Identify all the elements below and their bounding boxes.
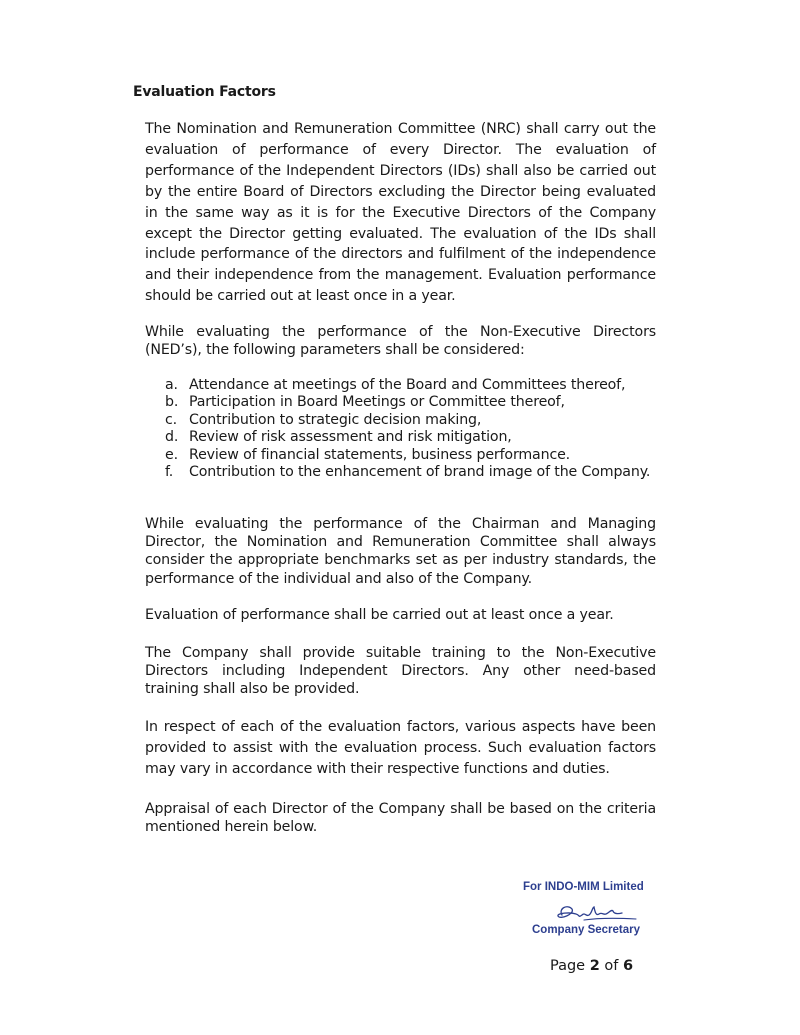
page-total: 6 xyxy=(623,958,634,974)
list-marker: e. xyxy=(165,446,178,463)
list-item-text: Review of risk assessment and risk mitigation, xyxy=(189,429,512,446)
list-item-text: Attendance at meetings of the Board and Committees thereof, xyxy=(189,377,626,393)
list-item xyxy=(165,394,656,411)
list-item xyxy=(165,412,656,429)
paragraph-nrc-evaluation: The Nomination and Remuneration Committee (NRC) shall carry out the evaluation of performance of every Director. The evaluation of performance of the Independent Directors (IDs) shall also be carried out by the entire Board of Directors excluding the Director being evaluated in the same way as it is for the Executive Directors of the Company except the Director getting evaluated. The evaluation of the IDs shall include performance of the directors and fulfilment of the independence and their independence from the management. Evaluation performance should be carried out at least once in a year. xyxy=(145,121,656,305)
signature-icon xyxy=(548,898,640,926)
list-item-text: Participation in Board Meetings or Committee thereof, xyxy=(189,394,565,411)
page-current: 2 xyxy=(589,958,600,974)
list-marker: f. xyxy=(165,464,174,481)
page-prefix: Page xyxy=(550,958,586,974)
list-item xyxy=(165,464,656,481)
parameters-list xyxy=(165,377,656,481)
page-number xyxy=(550,958,633,974)
paragraph-ned-intro: While evaluating the performance of the Non-Executive Directors (NED’s), the following parameters shall be considered: xyxy=(145,324,656,358)
list-item xyxy=(165,429,656,446)
stamp-company-name: For INDO-MIM Limited xyxy=(523,881,644,893)
list-marker: a. xyxy=(165,377,178,393)
section-heading: Evaluation Factors xyxy=(133,84,276,100)
stamp-role: Company Secretary xyxy=(532,924,641,936)
list-item-text: Contribution to strategic decision making, xyxy=(189,411,482,428)
paragraph-chairman-evaluation: While evaluating the performance of the Chairman and Managing Director, the Nomination and Remuneration Committee shall always consider the appropriate benchmarks set as per industry standards, the performance of the individual and also of the Company. xyxy=(145,516,656,587)
paragraph-training: The Company shall provide suitable training to the Non-Executive Directors including Independent Directors. Any other need-based training shall also be provided. xyxy=(145,645,656,697)
list-marker: c. xyxy=(165,411,178,428)
list-item xyxy=(165,447,656,464)
paragraph-evaluation-aspects: In respect of each of the evaluation factors, various aspects have been provided to assist with the evaluation process. Such evaluation factors may vary in accordance with their respective functions and duties. xyxy=(145,719,656,777)
list-marker: b. xyxy=(165,394,179,411)
page-sep: of xyxy=(604,958,619,974)
paragraph-frequency: Evaluation of performance shall be carried out at least once a year. xyxy=(145,607,614,623)
list-item xyxy=(165,377,656,394)
list-marker: d. xyxy=(165,429,179,446)
list-item-text: Review of financial statements, business performance. xyxy=(189,446,571,463)
list-item-text: Contribution to the enhancement of brand image of the Company. xyxy=(189,464,651,481)
paragraph-appraisal: Appraisal of each Director of the Company shall be based on the criteria mentioned herein below. xyxy=(145,801,656,835)
company-stamp xyxy=(500,878,660,942)
